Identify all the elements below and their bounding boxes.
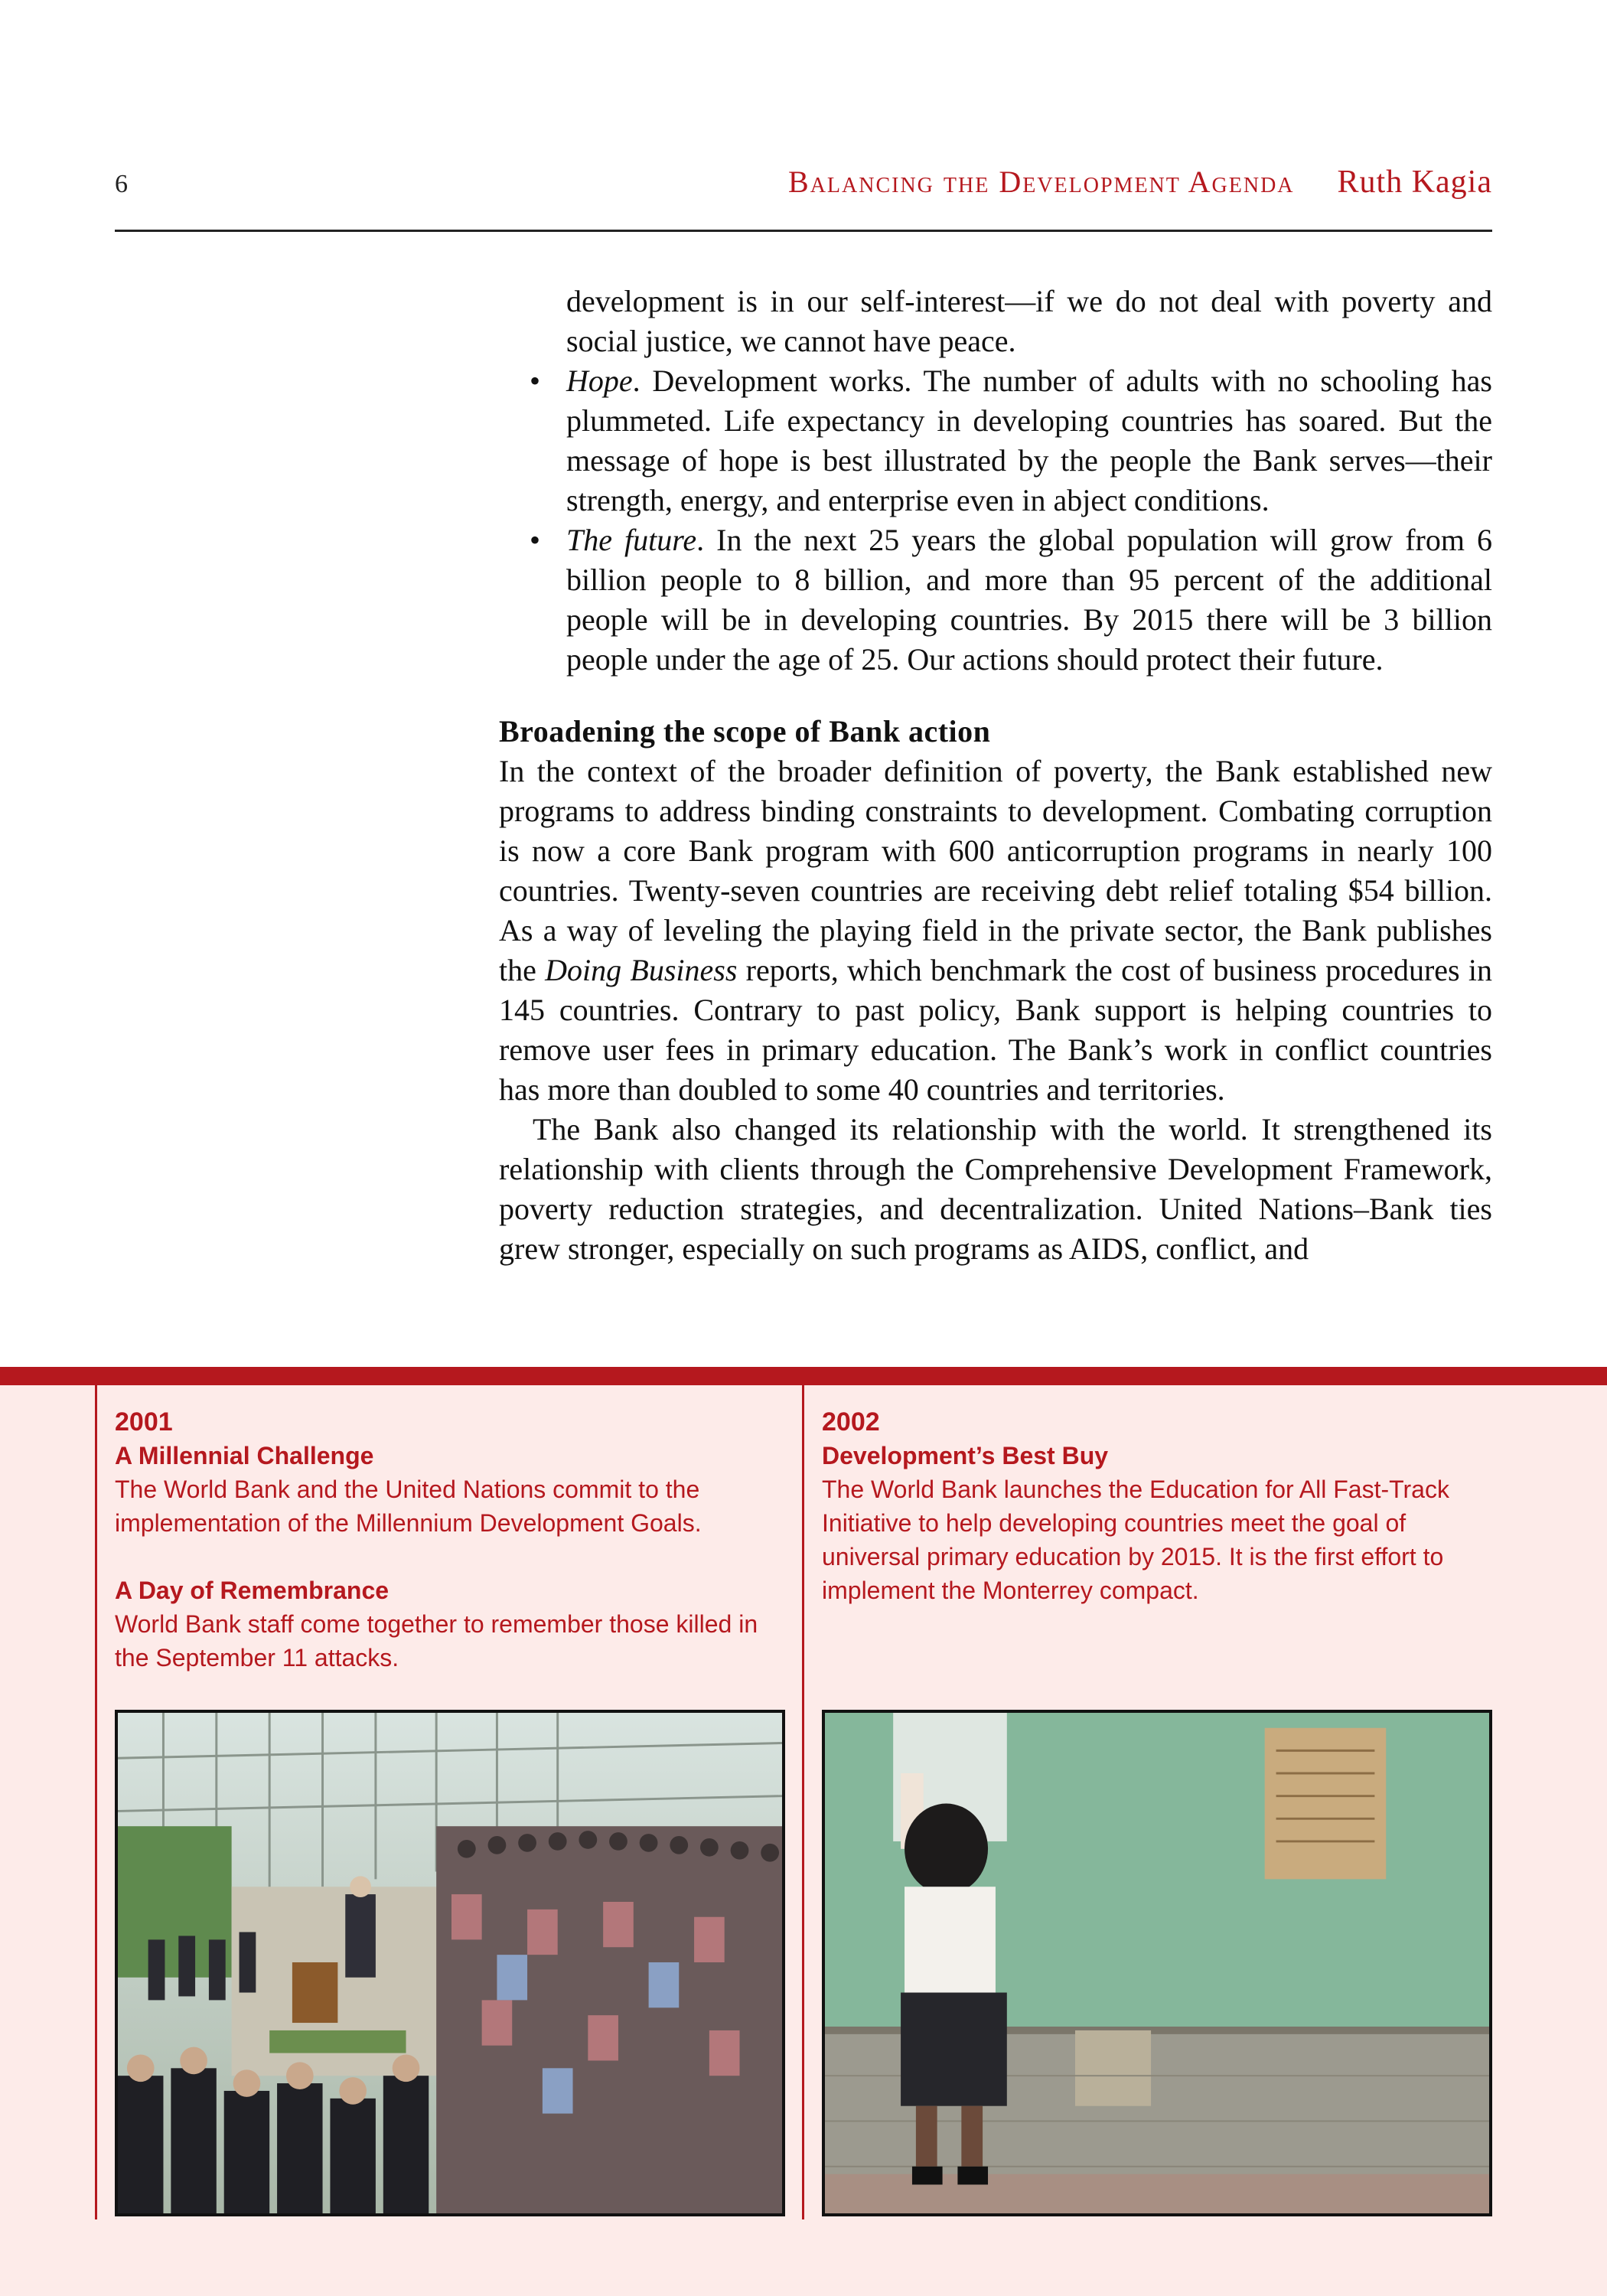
timeline-event (115, 1439, 788, 1540)
timeline-2002 (822, 1405, 1495, 1641)
event-title: Development’s Best Buy (822, 1442, 1109, 1469)
running-head-author: Ruth Kagia (1337, 165, 1492, 200)
timeline-year: 2001 (115, 1407, 173, 1437)
timeline-top-rule (0, 1367, 1607, 1385)
bullet-hope (499, 361, 1492, 520)
body-text (499, 282, 1492, 1269)
running-head (788, 164, 1492, 201)
section-heading: Broadening the scope of Bank action (499, 714, 991, 748)
timeline-2001 (115, 1405, 788, 1708)
event-text: The World Bank and the United Nations commit to the implementation of the Millennium Development Goals. (115, 1476, 702, 1537)
timeline-event (115, 1574, 788, 1675)
event-text: The World Bank launches the Education for All Fast-Track Initiative to help developing countries meet the goal of universal primary education by 2015. It is the first effort to implement the Monterrey compact. (822, 1476, 1449, 1604)
timeline-divider (802, 1385, 804, 2219)
paragraph-1 (499, 752, 1492, 1110)
continued-paragraph: development is in our self-interest—if we do not deal with poverty and social justice, we cannot have peace. (566, 284, 1492, 358)
timeline-year: 2002 (822, 1407, 880, 1437)
bullet-term: The future (566, 523, 697, 557)
paragraph-1-text-b: reports, which benchmark the cost of business procedures in 145 countries. Contrary to past policy, Bank support is helping countries to remove user fees in primary education. The Bank’s work in conflict countries has more than doubled to some 40 countries and territories. (499, 953, 1492, 1107)
timeline-event (822, 1439, 1495, 1607)
paragraph-1-italic: Doing Business (545, 953, 738, 987)
paragraph-2: The Bank also changed its relationship with the world. It strengthened its relationship with clients through the Comprehensive Development Framework, poverty reduction strategies, and decentralization. United Nations–Bank ties grew stronger, especially on such programs as AIDS, conflict, and (499, 1112, 1492, 1266)
paragraph-1-text-a: In the context of the broader definition of poverty, the Bank established new programs to address binding constraints to development. Combating corruption is now a core Bank program with 600 anticorruption programs in nearly 100 countries. Twenty-seven countries are receiving debt relief totaling $54 billion. As a way of leveling the playing field in the private sector, the Bank publishes the (499, 754, 1492, 987)
bullet-icon: • (530, 364, 541, 398)
photo-child-at-blackboard (822, 1710, 1492, 2216)
bullet-term: Hope (566, 364, 633, 398)
event-title: A Millennial Challenge (115, 1442, 374, 1469)
bullet-future (499, 520, 1492, 680)
photo-remembrance-gathering (115, 1710, 785, 2216)
crowd-photo-illustration (118, 1713, 782, 2213)
page-number: 6 (115, 170, 128, 198)
timeline-left-rule (95, 1385, 97, 2219)
running-head-title: Balancing the Development Agenda (788, 165, 1295, 199)
event-text: World Bank staff come together to remember those killed in the September 11 attacks. (115, 1610, 758, 1671)
classroom-photo-illustration (825, 1713, 1489, 2213)
header-rule (115, 230, 1492, 232)
bullet-text: . Development works. The number of adults with no schooling has plummeted. Life expectancy in developing countries has soared. But the message of hope is best illustrated by the people the Bank serves—their strength, energy, and enterprise even in abject conditions. (566, 364, 1492, 517)
bullet-text: . In the next 25 years the global population will grow from 6 billion people to 8 billion, and more than 95 percent of the additional people will be in developing countries. By 2015 there will be 3 billion people under the age of 25. Our actions should protect their future. (566, 523, 1493, 677)
bullet-icon: • (530, 523, 541, 557)
event-title: A Day of Remembrance (115, 1577, 390, 1604)
